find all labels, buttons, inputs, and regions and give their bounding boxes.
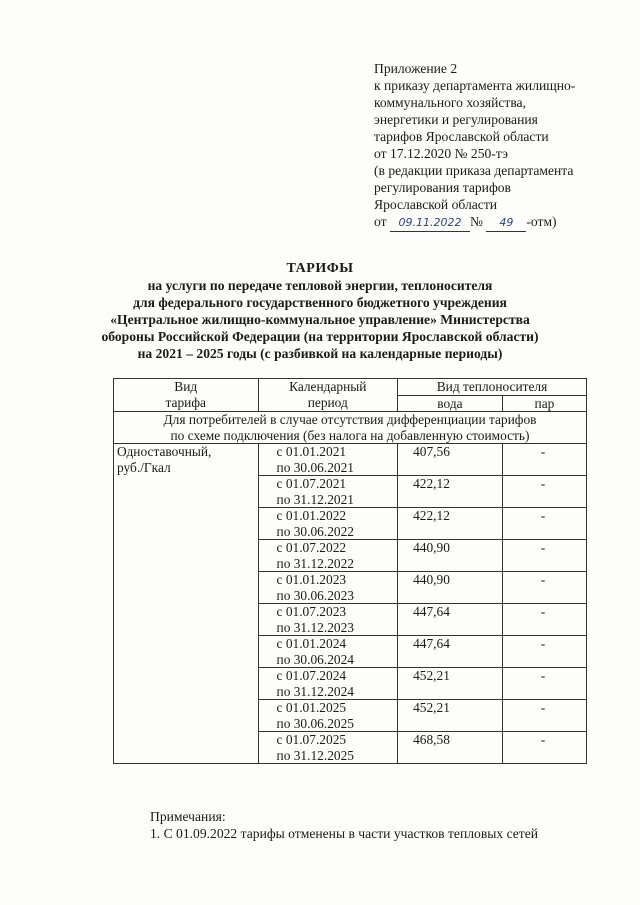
steam-value: - [502,444,586,476]
appendix-line: коммунального хозяйства, [374,95,526,110]
appendix-line: тарифов Ярославской области [374,129,549,144]
water-value: 452,21 [397,668,502,700]
header-carrier: Вид теплоносителя [397,379,586,396]
water-value: 440,90 [397,572,502,604]
appendix-line: от 17.12.2020 № 250-тэ [374,146,508,161]
water-value: 447,64 [397,636,502,668]
appendix-line: (в редакции приказа департамента [374,163,574,178]
notes-block [150,808,614,842]
title-main: ТАРИФЫ [286,261,354,276]
appendix-block [374,60,624,232]
appendix-line: энергетики и регулирования [374,112,538,127]
period-cell: с 01.01.2023 по 30.06.2023 [258,572,397,604]
period-cell: с 01.01.2025 по 30.06.2025 [258,700,397,732]
water-value: 468,58 [397,732,502,764]
period-cell: с 01.07.2023 по 31.12.2023 [258,604,397,636]
notes-heading: Примечания: [150,809,226,824]
title-line: обороны Российской Федерации (на территории Ярославской области) [101,329,539,344]
water-value: 407,56 [397,444,502,476]
title-line: на услуги по передаче тепловой энергии, теплоносителя [147,278,493,293]
header-water: вода [397,395,502,412]
document-title [90,260,550,362]
appendix-line: к приказу департамента жилищно- [374,78,576,93]
appendix-from-prefix: от [374,214,387,229]
steam-value: - [502,540,586,572]
period-cell: с 01.07.2021 по 31.12.2021 [258,476,397,508]
title-line: на 2021 – 2025 годы (с разбивкой на календарные периоды) [137,346,503,361]
appendix-line: регулирования тарифов [374,180,511,195]
steam-value: - [502,604,586,636]
period-cell: с 01.01.2022 по 30.06.2022 [258,508,397,540]
steam-value: - [502,508,586,540]
steam-value: - [502,668,586,700]
appendix-suffix: -отм) [526,214,557,229]
note-item: 1. С 01.09.2022 тарифы отменены в части участков тепловых сетей [150,826,539,841]
appendix-last-line [374,213,624,232]
handwritten-date: 09.11.2022 [390,214,470,232]
steam-value: - [502,700,586,732]
water-value: 452,21 [397,700,502,732]
title-line: для федерального государственного бюджетного учреждения [133,295,507,310]
header-period: Календарный период [258,379,397,412]
water-value: 447,64 [397,604,502,636]
water-value: 422,12 [397,476,502,508]
title-line: «Центральное жилищно-коммунальное управление» Министерства [110,312,530,327]
header-row [114,379,587,396]
tariff-table [113,378,587,764]
section-cell: Для потребителей в случае отсутствия дифференциации тарифов по схеме подключения (без налога на добавленную стоимость) [114,412,587,444]
steam-value: - [502,476,586,508]
water-value: 440,90 [397,540,502,572]
period-cell: с 01.07.2024 по 31.12.2024 [258,668,397,700]
period-cell: с 01.01.2021 по 30.06.2021 [258,444,397,476]
steam-value: - [502,732,586,764]
water-value: 422,12 [397,508,502,540]
steam-value: - [502,572,586,604]
header-steam: пар [502,395,586,412]
appendix-line: Приложение 2 [374,61,458,76]
period-cell: с 01.07.2022 по 31.12.2022 [258,540,397,572]
number-sign: № [469,214,483,229]
period-cell: с 01.07.2025 по 31.12.2025 [258,732,397,764]
handwritten-number: 49 [486,214,526,232]
steam-value: - [502,636,586,668]
appendix-line: Ярославской области [374,197,498,212]
tariff-type-cell: Одноставочный, руб./Гкал [114,444,259,764]
period-cell: с 01.01.2024 по 30.06.2024 [258,636,397,668]
section-row [114,412,587,444]
header-tariff-type: Вид тарифа [114,379,259,412]
table-row [114,444,587,476]
